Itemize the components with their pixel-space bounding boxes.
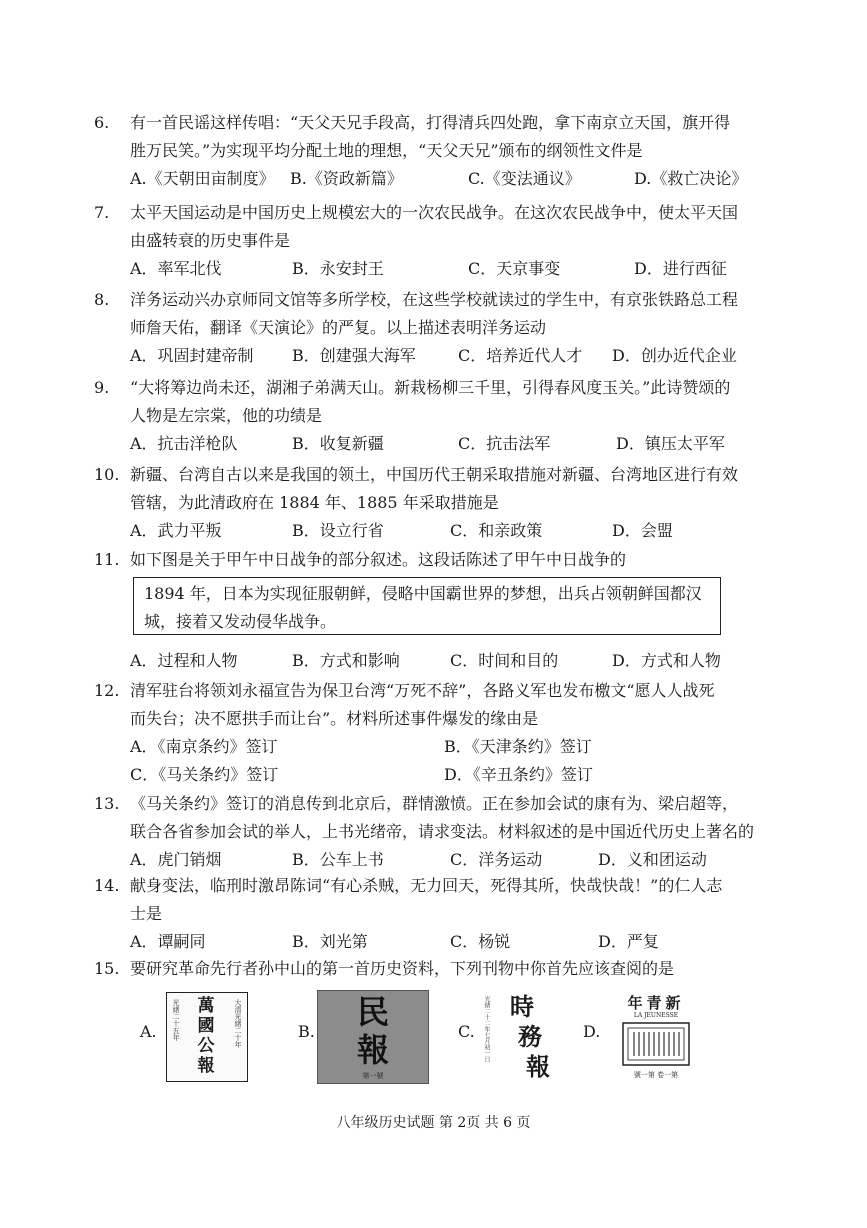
options-row — [94, 517, 784, 545]
question-number: 9. — [94, 378, 110, 397]
question-number: 7. — [94, 203, 110, 222]
option-c[interactable]: C．洋务运动 — [450, 850, 543, 869]
masthead-title: 時 務 報 — [510, 992, 550, 1081]
question-12 — [94, 677, 784, 789]
question-number: 11. — [94, 550, 120, 569]
question-number: 13. — [94, 794, 120, 813]
question-stem: “大将筹边尚未还，湖湘子弟满天山。新栽杨柳三千里，引得春风度玉关。”此诗赞颂的 — [130, 378, 731, 397]
option-b[interactable]: B．永安封王 — [292, 259, 384, 278]
masthead-title: 民 報 — [356, 993, 389, 1069]
question-11-options — [94, 647, 784, 675]
question-stem-cont: 胜万民笑。”为实现平均分配土地的理想，“天父天兄”颁布的纲领性文件是 — [130, 141, 643, 160]
option-d[interactable]: D．严复 — [598, 932, 659, 951]
question-stem: 太平天国运动是中国历史上规模宏大的一次农民战争。在这次农民战争中，使太平天国 — [130, 203, 739, 222]
option-a[interactable]: A．巩固封建帝制 — [130, 346, 254, 365]
option-a[interactable]: A．抗击洋枪队 — [130, 434, 238, 453]
masthead-title: 萬 國 公 報 — [197, 996, 215, 1076]
question-stem: 清军驻台将领刘永福宣告为保卫台湾“万死不辞”，各路义军也发布檄文“愿人人战死 — [130, 681, 715, 700]
material-line: 城，接着又发动侵华战争。 — [144, 612, 337, 631]
option-d[interactable]: D．进行西征 — [634, 259, 727, 278]
options-row — [94, 928, 784, 956]
question-11 — [94, 546, 784, 574]
option-b[interactable]: B．创建强大海军 — [292, 346, 416, 365]
option-a[interactable]: A．谭嗣同 — [130, 932, 206, 951]
option-a[interactable]: A. — [140, 1022, 157, 1041]
masthead-subtitle: 第一號 — [362, 1072, 384, 1080]
option-c[interactable]: C．和亲政策 — [450, 521, 543, 540]
option-d[interactable]: D. — [583, 1022, 601, 1041]
masthead-side-text: 大清光緒二十年 — [234, 999, 242, 1048]
q11-material-box — [133, 577, 721, 635]
masthead-shiwu-bao[interactable] — [480, 992, 580, 1084]
option-b[interactable]: B．公车上书 — [292, 850, 384, 869]
option-a[interactable]: A．武力平叛 — [130, 521, 222, 540]
option-c[interactable]: C．培养近代人才 — [458, 346, 583, 365]
options-row — [94, 846, 784, 874]
question-stem: 洋务运动兴办京师同文馆等多所学校，在这些学校就读过的学生中，有京张铁路总工程 — [130, 290, 739, 309]
question-number: 14. — [94, 876, 120, 895]
option-a[interactable]: A．《南京条约》签订 — [130, 737, 278, 756]
option-a[interactable]: A．虎门销烟 — [130, 850, 222, 869]
masthead-wanguo-gongbao[interactable] — [166, 992, 248, 1082]
masthead-xin-qingnian[interactable] — [608, 992, 704, 1080]
question-10 — [94, 461, 784, 545]
options-row — [94, 761, 784, 789]
option-b[interactable]: B．设立行省 — [292, 521, 384, 540]
options-row — [94, 647, 784, 675]
page-footer: 八年级历史试题 第 2页 共 6 页 — [336, 1115, 531, 1131]
option-d[interactable]: D．会盟 — [612, 521, 673, 540]
options-row — [94, 255, 784, 283]
options-row — [94, 430, 784, 458]
options-row — [94, 733, 784, 761]
option-d[interactable]: D.《救亡决论》 — [634, 169, 748, 188]
option-c[interactable]: C. — [458, 1022, 475, 1041]
question-stem: 新疆、台湾自古以来是我国的领土，中国历代王朝采取措施对新疆、台湾地区进行有效 — [130, 465, 739, 484]
question-stem: 要研究革命先行者孙中山的第一首历史资料，下列刊物中你首先应该查阅的是 — [130, 959, 675, 978]
material-line: 1894 年，日本为实现征服朝鲜，侵略中国霸世界的梦想，出兵占领朝鲜国都汉 — [144, 584, 702, 603]
question-number: 10. — [94, 465, 120, 484]
option-c[interactable]: C．抗击法军 — [458, 434, 551, 453]
option-d[interactable]: D．方式和人物 — [612, 651, 721, 670]
question-number: 8. — [94, 290, 110, 309]
question-8 — [94, 286, 784, 370]
options-row — [94, 165, 784, 193]
question-stem-cont: 而失台；决不愿拱手而让台”。材料所述事件爆发的缘由是 — [130, 709, 539, 728]
question-7 — [94, 199, 784, 283]
question-stem-cont: 联合各省参加会试的举人，上书光绪帝，请求变法。材料叙述的是中国近代历史上著名的 — [130, 822, 755, 841]
option-b[interactable]: B．方式和影响 — [292, 651, 400, 670]
question-stem-cont: 人物是左宗棠，他的功绩是 — [130, 406, 323, 425]
option-b[interactable]: B. — [298, 1022, 315, 1041]
option-d[interactable]: D．创办近代企业 — [612, 346, 737, 365]
masthead-min-bao[interactable] — [317, 990, 429, 1084]
question-stem: 献身变法，临刑时激昂陈词“有心杀贼，无力回天，死得其所，快哉快哉！”的仁人志 — [130, 876, 723, 895]
question-stem-cont: 师詹天佑，翻译《天演论》的严复。以上描述表明洋务运动 — [130, 318, 547, 337]
option-c[interactable]: C．时间和目的 — [450, 651, 559, 670]
question-stem: 《马关条约》签订的消息传到北京后，群情激愤。正在参加会试的康有为、梁启超等， — [130, 794, 739, 813]
option-d[interactable]: D．镇压太平军 — [616, 434, 725, 453]
option-b[interactable]: B．收复新疆 — [292, 434, 384, 453]
question-15 — [94, 955, 784, 983]
question-number: 6. — [94, 113, 110, 132]
question-stem-cont: 管辖，为此清政府在 1884 年、1885 年采取措施是 — [130, 493, 499, 512]
question-stem: 有一首民谣这样传唱：“天父天兄手段高，打得清兵四处跑，拿下南京立天国，旗开得 — [130, 113, 731, 132]
question-13 — [94, 790, 784, 874]
question-number: 15. — [94, 959, 120, 978]
option-a[interactable]: A．过程和人物 — [130, 651, 238, 670]
option-a[interactable]: A.《天朝田亩制度》 — [130, 169, 275, 188]
option-d[interactable]: D．义和团运动 — [598, 850, 707, 869]
question-6 — [94, 109, 784, 193]
option-b[interactable]: B.《资政新篇》 — [290, 169, 403, 188]
option-b[interactable]: B．《天津条约》签订 — [444, 737, 592, 756]
masthead-issue: 號一第 卷一第 — [633, 1071, 679, 1079]
option-a[interactable]: A．率军北伐 — [130, 259, 222, 278]
question-stem: 如下图是关于甲午中日战争的部分叙述。这段话陈述了甲午中日战争的 — [130, 550, 627, 569]
masthead-options-row — [130, 990, 730, 1085]
option-b[interactable]: B．刘光第 — [292, 932, 368, 951]
question-number: 12. — [94, 681, 120, 700]
masthead-title: 年青新 — [627, 994, 685, 1012]
option-c[interactable]: C．杨锐 — [450, 932, 511, 951]
option-c[interactable]: C.《变法通议》 — [468, 169, 581, 188]
masthead-subtitle: LA JEUNESSE — [633, 1012, 679, 1019]
question-14 — [94, 872, 784, 956]
masthead-side-text: 光緒二十五年 — [172, 999, 180, 1041]
options-row — [94, 342, 784, 370]
portrait-frame-icon — [622, 1022, 690, 1066]
masthead-side-text: 光緒二十二年七月初一日 — [483, 996, 490, 1062]
option-c[interactable]: C．《马关条约》签订 — [130, 765, 279, 784]
question-stem-cont: 士是 — [130, 904, 163, 923]
option-d[interactable]: D．《辛丑条约》签订 — [444, 765, 593, 784]
question-9 — [94, 374, 784, 458]
option-c[interactable]: C．天京事变 — [468, 259, 561, 278]
question-stem-cont: 由盛转衰的历史事件是 — [130, 231, 291, 250]
